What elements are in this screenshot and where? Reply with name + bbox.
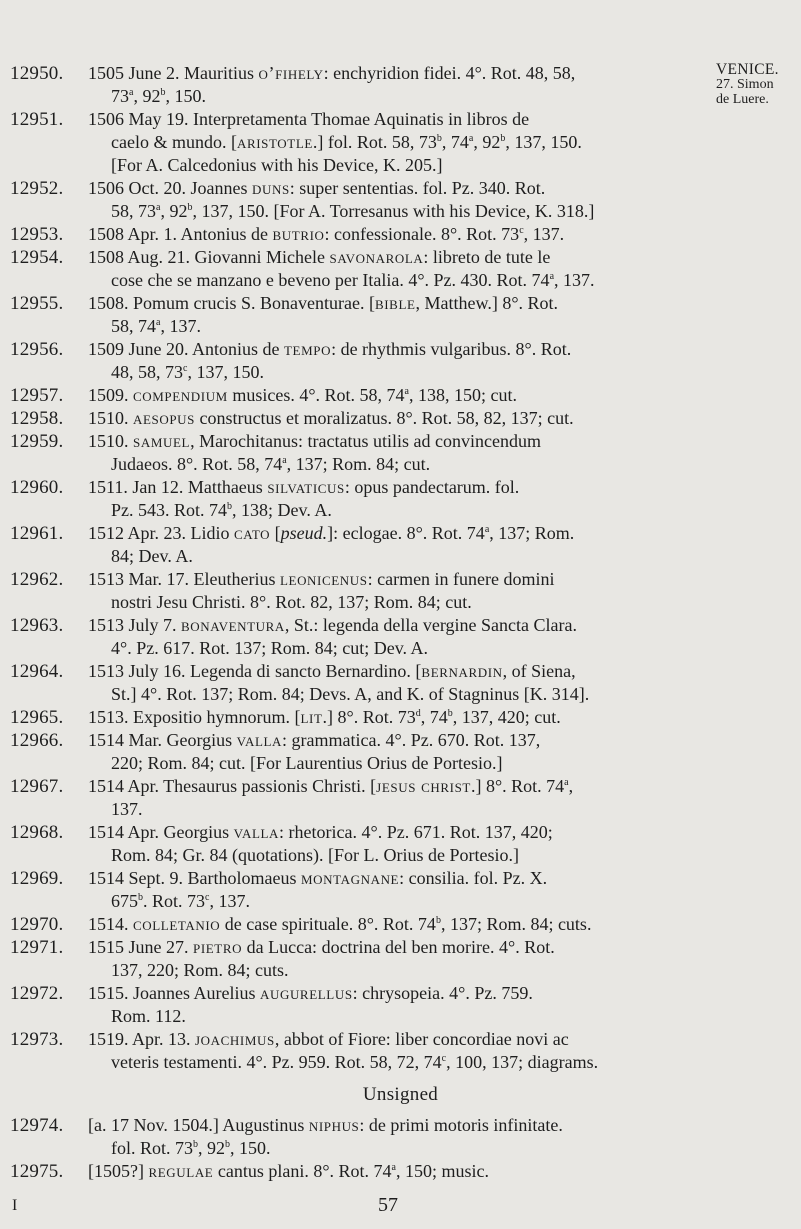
entry-text: 1513 July 7. bonaventura, St.: legenda della vergine Sancta Clara. 4°. Pz. 617. Rot. 137; Rom. 84; cut; Dev. A. bbox=[88, 615, 577, 658]
signature-mark: I bbox=[12, 1197, 18, 1214]
entry-text: [1505?] regulae cantus plani. 8°. Rot. 74$^a$, 150; music. bbox=[88, 1161, 489, 1181]
entry-number: 12959. bbox=[10, 431, 64, 452]
entry-text: 1513 July 16. Legenda di sancto Bernardino. [bernardin, of Siena, St.] 4°. Rot. 137; Rom. 84; Devs. A, and K. of Stagninus [K. 314]. bbox=[88, 661, 590, 704]
catalogue-entry bbox=[10, 476, 712, 522]
entry-text: 1515 June 27. pietro da Lucca: doctrina del ben morire. 4°. Rot. 137, 220; Rom. 84; cuts. bbox=[88, 937, 555, 980]
margin-note-city: VENICE. bbox=[716, 61, 779, 78]
entry-number: 12966. bbox=[10, 730, 64, 751]
entry-number: 12953. bbox=[10, 224, 64, 245]
margin-note-printer-cont: de Luere. bbox=[716, 92, 769, 107]
entry-text: 1506 Oct. 20. Joannes duns: super sententias. fol. Pz. 340. Rot. 58, 73$^a$, 92$^b$, 137, 150. [For A. Torresanus with his Device, K. 318.] bbox=[88, 178, 595, 221]
catalogue-entry bbox=[10, 867, 712, 913]
catalogue-entry bbox=[10, 522, 712, 568]
entry-text: 1514 Mar. Georgius valla: grammatica. 4°. Pz. 670. Rot. 137, 220; Rom. 84; cut. [For Laurentius Orius de Portesio.] bbox=[88, 730, 541, 773]
entry-text: 1519. Apr. 13. joachimus, abbot of Fiore: liber concordiae novi ac veteris testamenti. 4°. Pz. 959. Rot. 58, 72, 74$^c$, 100, 137; diagrams. bbox=[88, 1029, 599, 1072]
entry-number: 12964. bbox=[10, 661, 64, 682]
catalogue-entry bbox=[10, 62, 712, 108]
entry-number: 12972. bbox=[10, 983, 64, 1004]
catalogue-entry bbox=[10, 936, 712, 982]
entry-text: 1506 May 19. Interpretamenta Thomae Aquinatis in libros de caelo & mundo. [aristotle.] fol. Rot. 58, 73$^b$, 74$^a$, 92$^b$, 137, 150. [For A. Calcedonius with his Device, K. 205.] bbox=[88, 109, 582, 175]
catalogue-entry bbox=[10, 1114, 712, 1160]
entry-text: 1508. Pomum crucis S. Bonaventurae. [bible, Matthew.] 8°. Rot. 58, 74$^a$, 137. bbox=[88, 293, 559, 336]
catalogue-entry bbox=[10, 775, 712, 821]
entry-text: 1508 Apr. 1. Antonius de butrio: confessionale. 8°. Rot. 73$^c$, 137. bbox=[88, 224, 565, 244]
entry-text: 1514 Apr. Thesaurus passionis Christi. [jesus christ.] 8°. Rot. 74$^a$, 137. bbox=[88, 776, 574, 819]
entry-number: 12965. bbox=[10, 707, 64, 728]
entry-number: 12952. bbox=[10, 178, 64, 199]
entry-text: [a. 17 Nov. 1504.] Augustinus niphus: de primi motoris infinitate. fol. Rot. 73$^b$, 92$^b$, 150. bbox=[88, 1115, 563, 1158]
entry-number: 12958. bbox=[10, 408, 64, 429]
entry-number: 12969. bbox=[10, 868, 64, 889]
entry-number: 12951. bbox=[10, 109, 64, 130]
entry-number: 12974. bbox=[10, 1115, 64, 1136]
entry-text: 1508 Aug. 21. Giovanni Michele savonarola: libreto de tute le cose che se manzano e beveno per Italia. 4°. Pz. 430. Rot. 74$^a$, 137. bbox=[88, 247, 595, 290]
entry-number: 12973. bbox=[10, 1029, 64, 1050]
catalogue-entry bbox=[10, 430, 712, 476]
catalogue-entry bbox=[10, 614, 712, 660]
entry-text: 1512 Apr. 23. Lidio cato [pseud.]: eclogae. 8°. Rot. 74$^a$, 137; Rom. 84; Dev. A. bbox=[88, 523, 575, 566]
entry-text: 1514 Apr. Georgius valla: rhetorica. 4°. Pz. 671. Rot. 137, 420; Rom. 84; Gr. 84 (quotations). [For L. Orius de Portesio.] bbox=[88, 822, 553, 865]
entry-number: 12968. bbox=[10, 822, 64, 843]
catalogue-entry bbox=[10, 821, 712, 867]
entry-number: 12955. bbox=[10, 293, 64, 314]
margin-note-printer: 27. Simon bbox=[716, 77, 774, 92]
entry-text: 1514 Sept. 9. Bartholomaeus montagnane: consilia. fol. Pz. X. 675$^b$. Rot. 73$^c$, 137. bbox=[88, 868, 548, 911]
catalogue-entry bbox=[10, 338, 712, 384]
margin-note bbox=[716, 62, 798, 107]
entry-text: 1514. colletanio de case spirituale. 8°. Rot. 74$^b$, 137; Rom. 84; cuts. bbox=[88, 914, 592, 934]
catalogue-entry bbox=[10, 913, 712, 936]
entry-text: 1510. samuel, Marochitanus: tractatus utilis ad convincendum Judaeos. 8°. Rot. 58, 74$^a$, 137; Rom. 84; cut. bbox=[88, 431, 541, 474]
catalogue-entry bbox=[10, 1028, 712, 1074]
catalogue-entry bbox=[10, 384, 712, 407]
entry-number: 12963. bbox=[10, 615, 64, 636]
section-heading: Unsigned bbox=[362, 1084, 439, 1105]
catalogue-entry bbox=[10, 660, 712, 706]
entry-number: 12967. bbox=[10, 776, 64, 797]
entry-number: 12954. bbox=[10, 247, 64, 268]
entry-number: 12960. bbox=[10, 477, 64, 498]
entry-number: 12950. bbox=[10, 63, 64, 84]
catalogue-entry bbox=[10, 292, 712, 338]
catalogue-entry bbox=[10, 568, 712, 614]
page-number: 57 bbox=[378, 1194, 398, 1216]
catalogue-entry bbox=[10, 108, 712, 177]
entry-text: 1509 June 20. Antonius de tempo: de rhythmis vulgaribus. 8°. Rot. 48, 58, 73$^c$, 137, 150. bbox=[88, 339, 572, 382]
entry-text: 1505 June 2. Mauritius o’fihely: enchyridion fidei. 4°. Rot. 48, 58, 73$^a$, 92$^b$, 150. bbox=[88, 63, 576, 106]
entry-number: 12975. bbox=[10, 1161, 64, 1182]
catalogue-entry bbox=[10, 982, 712, 1028]
entry-text: 1513 Mar. 17. Eleutherius leonicenus: carmen in funere domini nostri Jesu Christi. 8°. Rot. 82, 137; Rom. 84; cut. bbox=[88, 569, 555, 612]
entry-number: 12962. bbox=[10, 569, 64, 590]
entry-number: 12961. bbox=[10, 523, 64, 544]
entry-number: 12957. bbox=[10, 385, 64, 406]
entry-number: 12956. bbox=[10, 339, 64, 360]
entry-text: 1511. Jan 12. Matthaeus silvaticus: opus pandectarum. fol. Pz. 543. Rot. 74$^b$, 138; Dev. A. bbox=[88, 477, 520, 520]
catalogue-entry bbox=[10, 1160, 712, 1183]
entry-number: 12970. bbox=[10, 914, 64, 935]
entry-text: 1513. Expositio hymnorum. [lit.] 8°. Rot. 73$^d$, 74$^b$, 137, 420; cut. bbox=[88, 707, 561, 727]
entry-text: 1515. Joannes Aurelius augurellus: chrysopeia. 4°. Pz. 759. Rom. 112. bbox=[88, 983, 533, 1026]
entry-text: 1509. compendium musices. 4°. Rot. 58, 74$^a$, 138, 150; cut. bbox=[88, 385, 517, 405]
entry-text: 1510. aesopus constructus et moralizatus. 8°. Rot. 58, 82, 137; cut. bbox=[88, 408, 574, 428]
catalogue-entry bbox=[10, 223, 712, 246]
catalogue-entry bbox=[10, 177, 712, 223]
catalogue-entry bbox=[10, 407, 712, 430]
catalogue-entry bbox=[10, 246, 712, 292]
catalogue-entry bbox=[10, 706, 712, 729]
catalogue-entry bbox=[10, 729, 712, 775]
entry-number: 12971. bbox=[10, 937, 64, 958]
